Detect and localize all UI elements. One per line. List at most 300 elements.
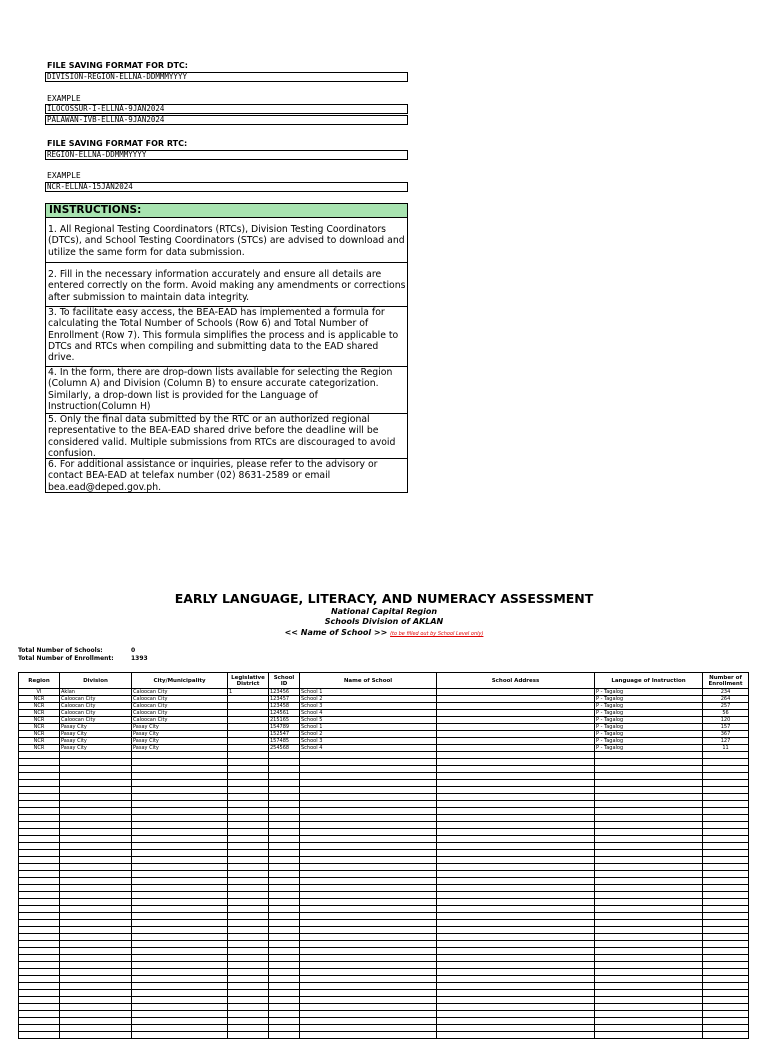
empty-table-cell[interactable] (228, 878, 269, 885)
table-cell[interactable]: 56 (703, 710, 749, 717)
empty-table-cell[interactable] (269, 801, 300, 808)
empty-table-cell[interactable] (19, 941, 60, 948)
empty-table-cell[interactable] (228, 871, 269, 878)
empty-table-cell[interactable] (60, 990, 132, 997)
empty-table-cell[interactable] (437, 976, 595, 983)
empty-table-cell[interactable] (300, 990, 437, 997)
empty-table-cell[interactable] (132, 920, 228, 927)
empty-table-cell[interactable] (703, 850, 749, 857)
empty-table-cell[interactable] (228, 759, 269, 766)
empty-table-cell[interactable] (437, 808, 595, 815)
empty-table-cell[interactable] (595, 794, 703, 801)
empty-table-cell[interactable] (228, 780, 269, 787)
empty-table-cell[interactable] (60, 1004, 132, 1011)
table-cell[interactable]: School 1 (300, 724, 437, 731)
table-cell[interactable]: 154789 (269, 724, 300, 731)
table-cell[interactable]: 1 (228, 689, 269, 696)
empty-table-cell[interactable] (60, 766, 132, 773)
empty-table-cell[interactable] (269, 822, 300, 829)
empty-table-cell[interactable] (19, 997, 60, 1004)
empty-table-cell[interactable] (19, 1018, 60, 1025)
empty-table-cell[interactable] (437, 990, 595, 997)
empty-table-cell[interactable] (132, 906, 228, 913)
empty-table-cell[interactable] (703, 843, 749, 850)
empty-table-cell[interactable] (19, 955, 60, 962)
empty-table-cell[interactable] (60, 934, 132, 941)
table-cell[interactable]: School 2 (300, 696, 437, 703)
empty-table-cell[interactable] (437, 1011, 595, 1018)
table-cell[interactable]: 157485 (269, 738, 300, 745)
empty-table-cell[interactable] (228, 766, 269, 773)
empty-table-cell[interactable] (703, 941, 749, 948)
empty-table-cell[interactable] (269, 962, 300, 969)
empty-table-cell[interactable] (60, 948, 132, 955)
empty-table-cell[interactable] (437, 899, 595, 906)
empty-table-cell[interactable] (228, 927, 269, 934)
empty-table-cell[interactable] (132, 829, 228, 836)
empty-table-cell[interactable] (300, 864, 437, 871)
empty-table-cell[interactable] (19, 934, 60, 941)
empty-table-cell[interactable] (703, 997, 749, 1004)
empty-table-cell[interactable] (132, 871, 228, 878)
empty-table-cell[interactable] (703, 1032, 749, 1039)
empty-table-cell[interactable] (60, 794, 132, 801)
empty-table-cell[interactable] (269, 808, 300, 815)
empty-table-cell[interactable] (703, 976, 749, 983)
empty-table-cell[interactable] (703, 1011, 749, 1018)
empty-table-cell[interactable] (703, 801, 749, 808)
empty-table-cell[interactable] (300, 1018, 437, 1025)
empty-table-cell[interactable] (228, 885, 269, 892)
empty-table-cell[interactable] (19, 990, 60, 997)
empty-table-cell[interactable] (437, 780, 595, 787)
table-cell[interactable]: P - Tagalog (595, 731, 703, 738)
empty-table-cell[interactable] (269, 780, 300, 787)
empty-table-cell[interactable] (300, 913, 437, 920)
empty-table-cell[interactable] (269, 892, 300, 899)
empty-table-cell[interactable] (269, 990, 300, 997)
table-cell[interactable]: 120 (703, 717, 749, 724)
empty-table-cell[interactable] (437, 850, 595, 857)
empty-table-cell[interactable] (60, 773, 132, 780)
dtc-example-2[interactable]: PALAWAN-IVB-ELLNA-9JAN2024 (45, 115, 408, 125)
empty-table-cell[interactable] (703, 948, 749, 955)
empty-table-cell[interactable] (228, 822, 269, 829)
empty-table-cell[interactable] (595, 787, 703, 794)
table-cell[interactable]: Pasay City (132, 724, 228, 731)
empty-table-cell[interactable] (60, 1025, 132, 1032)
empty-table-cell[interactable] (300, 857, 437, 864)
empty-table-cell[interactable] (300, 1025, 437, 1032)
empty-table-cell[interactable] (19, 899, 60, 906)
empty-table-cell[interactable] (269, 857, 300, 864)
empty-table-cell[interactable] (19, 871, 60, 878)
empty-table-cell[interactable] (60, 871, 132, 878)
empty-table-cell[interactable] (269, 878, 300, 885)
empty-table-cell[interactable] (300, 1011, 437, 1018)
empty-table-cell[interactable] (595, 941, 703, 948)
empty-table-cell[interactable] (703, 773, 749, 780)
empty-table-cell[interactable] (228, 1004, 269, 1011)
empty-table-cell[interactable] (269, 794, 300, 801)
empty-table-cell[interactable] (595, 948, 703, 955)
empty-table-cell[interactable] (595, 920, 703, 927)
table-cell[interactable]: 123458 (269, 703, 300, 710)
empty-table-cell[interactable] (132, 843, 228, 850)
empty-table-cell[interactable] (60, 927, 132, 934)
table-cell[interactable] (437, 689, 595, 696)
table-cell[interactable] (228, 717, 269, 724)
table-cell[interactable]: NCR (19, 696, 60, 703)
empty-table-cell[interactable] (132, 899, 228, 906)
empty-table-cell[interactable] (595, 962, 703, 969)
empty-table-cell[interactable] (132, 808, 228, 815)
table-cell[interactable]: NCR (19, 745, 60, 752)
empty-table-cell[interactable] (132, 836, 228, 843)
empty-table-cell[interactable] (437, 983, 595, 990)
empty-table-cell[interactable] (595, 857, 703, 864)
empty-table-cell[interactable] (703, 955, 749, 962)
empty-table-cell[interactable] (132, 787, 228, 794)
empty-table-cell[interactable] (437, 927, 595, 934)
table-cell[interactable]: P - Tagalog (595, 703, 703, 710)
empty-table-cell[interactable] (703, 766, 749, 773)
empty-table-cell[interactable] (228, 990, 269, 997)
empty-table-cell[interactable] (437, 794, 595, 801)
empty-table-cell[interactable] (269, 913, 300, 920)
empty-table-cell[interactable] (269, 752, 300, 759)
empty-table-cell[interactable] (595, 990, 703, 997)
empty-table-cell[interactable] (60, 843, 132, 850)
empty-table-cell[interactable] (228, 794, 269, 801)
empty-table-cell[interactable] (595, 906, 703, 913)
table-cell[interactable]: School 1 (300, 689, 437, 696)
table-cell[interactable]: 124561 (269, 710, 300, 717)
empty-table-cell[interactable] (300, 878, 437, 885)
empty-table-cell[interactable] (60, 983, 132, 990)
table-cell[interactable]: 215165 (269, 717, 300, 724)
empty-table-cell[interactable] (703, 864, 749, 871)
empty-table-cell[interactable] (19, 843, 60, 850)
empty-table-cell[interactable] (437, 1032, 595, 1039)
table-cell[interactable]: 234 (703, 689, 749, 696)
dtc-format-value[interactable]: DIVISION-REGION-ELLNA-DDMMMYYYY (45, 72, 408, 82)
empty-table-cell[interactable] (269, 885, 300, 892)
table-cell[interactable] (437, 717, 595, 724)
table-cell[interactable] (228, 745, 269, 752)
empty-table-cell[interactable] (269, 920, 300, 927)
table-cell[interactable]: Pasay City (60, 731, 132, 738)
table-cell[interactable] (437, 710, 595, 717)
dtc-example-1[interactable]: ILOCOSSUR-I-ELLNA-9JAN2024 (45, 104, 408, 114)
empty-table-cell[interactable] (703, 857, 749, 864)
empty-table-cell[interactable] (595, 871, 703, 878)
empty-table-cell[interactable] (300, 780, 437, 787)
table-cell[interactable]: Caloocan City (60, 710, 132, 717)
empty-table-cell[interactable] (60, 780, 132, 787)
table-cell[interactable]: P - Tagalog (595, 710, 703, 717)
empty-table-cell[interactable] (132, 801, 228, 808)
empty-table-cell[interactable] (60, 962, 132, 969)
empty-table-cell[interactable] (19, 815, 60, 822)
empty-table-cell[interactable] (132, 948, 228, 955)
empty-table-cell[interactable] (703, 1025, 749, 1032)
empty-table-cell[interactable] (60, 808, 132, 815)
empty-table-cell[interactable] (228, 857, 269, 864)
empty-table-cell[interactable] (228, 815, 269, 822)
empty-table-cell[interactable] (437, 1025, 595, 1032)
empty-table-cell[interactable] (60, 899, 132, 906)
empty-table-cell[interactable] (703, 752, 749, 759)
empty-table-cell[interactable] (437, 920, 595, 927)
empty-table-cell[interactable] (269, 969, 300, 976)
empty-table-cell[interactable] (132, 1004, 228, 1011)
table-cell[interactable] (437, 745, 595, 752)
empty-table-cell[interactable] (437, 829, 595, 836)
empty-table-cell[interactable] (132, 752, 228, 759)
empty-table-cell[interactable] (132, 1032, 228, 1039)
empty-table-cell[interactable] (228, 787, 269, 794)
table-cell[interactable]: 123457 (269, 696, 300, 703)
empty-table-cell[interactable] (595, 864, 703, 871)
empty-table-cell[interactable] (595, 976, 703, 983)
empty-table-cell[interactable] (300, 822, 437, 829)
empty-table-cell[interactable] (60, 878, 132, 885)
empty-table-cell[interactable] (703, 983, 749, 990)
empty-table-cell[interactable] (19, 780, 60, 787)
empty-table-cell[interactable] (60, 752, 132, 759)
empty-table-cell[interactable] (60, 941, 132, 948)
table-cell[interactable]: 157 (703, 724, 749, 731)
table-cell[interactable] (228, 696, 269, 703)
table-cell[interactable]: Pasay City (60, 745, 132, 752)
empty-table-cell[interactable] (269, 1018, 300, 1025)
empty-table-cell[interactable] (269, 948, 300, 955)
empty-table-cell[interactable] (132, 850, 228, 857)
empty-table-cell[interactable] (437, 815, 595, 822)
empty-table-cell[interactable] (269, 955, 300, 962)
empty-table-cell[interactable] (228, 934, 269, 941)
table-cell[interactable] (437, 696, 595, 703)
empty-table-cell[interactable] (19, 766, 60, 773)
table-cell[interactable]: School 3 (300, 703, 437, 710)
empty-table-cell[interactable] (269, 906, 300, 913)
empty-table-cell[interactable] (703, 962, 749, 969)
empty-table-cell[interactable] (437, 997, 595, 1004)
empty-table-cell[interactable] (132, 1018, 228, 1025)
empty-table-cell[interactable] (300, 808, 437, 815)
empty-table-cell[interactable] (300, 801, 437, 808)
empty-table-cell[interactable] (60, 1032, 132, 1039)
empty-table-cell[interactable] (300, 948, 437, 955)
empty-table-cell[interactable] (300, 836, 437, 843)
table-cell[interactable]: School 3 (300, 738, 437, 745)
empty-table-cell[interactable] (269, 927, 300, 934)
table-cell[interactable]: VI (19, 689, 60, 696)
table-cell[interactable]: Caloocan City (132, 696, 228, 703)
empty-table-cell[interactable] (595, 899, 703, 906)
empty-table-cell[interactable] (60, 822, 132, 829)
table-cell[interactable] (437, 703, 595, 710)
empty-table-cell[interactable] (703, 892, 749, 899)
empty-table-cell[interactable] (703, 1018, 749, 1025)
table-cell[interactable]: School 4 (300, 745, 437, 752)
empty-table-cell[interactable] (703, 808, 749, 815)
empty-table-cell[interactable] (300, 766, 437, 773)
empty-table-cell[interactable] (228, 836, 269, 843)
empty-table-cell[interactable] (132, 815, 228, 822)
empty-table-cell[interactable] (437, 871, 595, 878)
empty-table-cell[interactable] (703, 787, 749, 794)
empty-table-cell[interactable] (60, 997, 132, 1004)
empty-table-cell[interactable] (269, 983, 300, 990)
empty-table-cell[interactable] (437, 878, 595, 885)
empty-table-cell[interactable] (437, 766, 595, 773)
empty-table-cell[interactable] (228, 773, 269, 780)
empty-table-cell[interactable] (228, 941, 269, 948)
empty-table-cell[interactable] (437, 1004, 595, 1011)
empty-table-cell[interactable] (60, 906, 132, 913)
empty-table-cell[interactable] (437, 962, 595, 969)
empty-table-cell[interactable] (132, 857, 228, 864)
rtc-example[interactable]: NCR-ELLNA-15JAN2024 (45, 182, 408, 192)
empty-table-cell[interactable] (132, 759, 228, 766)
empty-table-cell[interactable] (595, 808, 703, 815)
empty-table-cell[interactable] (228, 962, 269, 969)
empty-table-cell[interactable] (19, 885, 60, 892)
empty-table-cell[interactable] (19, 850, 60, 857)
empty-table-cell[interactable] (437, 885, 595, 892)
empty-table-cell[interactable] (19, 752, 60, 759)
empty-table-cell[interactable] (228, 976, 269, 983)
empty-table-cell[interactable] (703, 927, 749, 934)
empty-table-cell[interactable] (300, 983, 437, 990)
empty-table-cell[interactable] (19, 948, 60, 955)
empty-table-cell[interactable] (19, 822, 60, 829)
empty-table-cell[interactable] (60, 857, 132, 864)
empty-table-cell[interactable] (19, 969, 60, 976)
table-cell[interactable]: 254568 (269, 745, 300, 752)
empty-table-cell[interactable] (300, 899, 437, 906)
empty-table-cell[interactable] (300, 759, 437, 766)
table-cell[interactable]: 11 (703, 745, 749, 752)
empty-table-cell[interactable] (703, 885, 749, 892)
table-cell[interactable]: NCR (19, 717, 60, 724)
empty-table-cell[interactable] (437, 787, 595, 794)
table-cell[interactable]: P - Tagalog (595, 738, 703, 745)
empty-table-cell[interactable] (595, 1004, 703, 1011)
empty-table-cell[interactable] (228, 850, 269, 857)
empty-table-cell[interactable] (595, 934, 703, 941)
empty-table-cell[interactable] (19, 836, 60, 843)
empty-table-cell[interactable] (437, 948, 595, 955)
empty-table-cell[interactable] (132, 941, 228, 948)
empty-table-cell[interactable] (703, 794, 749, 801)
empty-table-cell[interactable] (19, 920, 60, 927)
empty-table-cell[interactable] (300, 871, 437, 878)
table-cell[interactable]: 152547 (269, 731, 300, 738)
empty-table-cell[interactable] (269, 997, 300, 1004)
table-cell[interactable] (437, 724, 595, 731)
empty-table-cell[interactable] (132, 955, 228, 962)
empty-table-cell[interactable] (19, 808, 60, 815)
empty-table-cell[interactable] (703, 871, 749, 878)
empty-table-cell[interactable] (437, 822, 595, 829)
empty-table-cell[interactable] (228, 906, 269, 913)
empty-table-cell[interactable] (228, 899, 269, 906)
empty-table-cell[interactable] (60, 864, 132, 871)
empty-table-cell[interactable] (60, 976, 132, 983)
empty-table-cell[interactable] (595, 983, 703, 990)
empty-table-cell[interactable] (595, 913, 703, 920)
empty-table-cell[interactable] (703, 829, 749, 836)
empty-table-cell[interactable] (132, 794, 228, 801)
empty-table-cell[interactable] (595, 927, 703, 934)
empty-table-cell[interactable] (437, 955, 595, 962)
empty-table-cell[interactable] (595, 766, 703, 773)
empty-table-cell[interactable] (60, 969, 132, 976)
empty-table-cell[interactable] (300, 969, 437, 976)
empty-table-cell[interactable] (19, 864, 60, 871)
table-cell[interactable]: Pasay City (60, 724, 132, 731)
table-cell[interactable]: NCR (19, 738, 60, 745)
empty-table-cell[interactable] (703, 780, 749, 787)
empty-table-cell[interactable] (60, 850, 132, 857)
empty-table-cell[interactable] (269, 850, 300, 857)
empty-table-cell[interactable] (228, 948, 269, 955)
empty-table-cell[interactable] (132, 913, 228, 920)
empty-table-cell[interactable] (300, 955, 437, 962)
empty-table-cell[interactable] (228, 843, 269, 850)
empty-table-cell[interactable] (595, 878, 703, 885)
empty-table-cell[interactable] (595, 892, 703, 899)
table-cell[interactable]: NCR (19, 724, 60, 731)
table-cell[interactable] (437, 738, 595, 745)
empty-table-cell[interactable] (437, 906, 595, 913)
table-cell[interactable]: P - Tagalog (595, 724, 703, 731)
empty-table-cell[interactable] (269, 829, 300, 836)
empty-table-cell[interactable] (703, 815, 749, 822)
table-cell[interactable]: Caloocan City (132, 703, 228, 710)
empty-table-cell[interactable] (595, 815, 703, 822)
empty-table-cell[interactable] (228, 997, 269, 1004)
empty-table-cell[interactable] (437, 773, 595, 780)
empty-table-cell[interactable] (228, 983, 269, 990)
empty-table-cell[interactable] (437, 941, 595, 948)
empty-table-cell[interactable] (269, 836, 300, 843)
empty-table-cell[interactable] (60, 955, 132, 962)
empty-table-cell[interactable] (132, 962, 228, 969)
empty-table-cell[interactable] (132, 934, 228, 941)
empty-table-cell[interactable] (132, 878, 228, 885)
empty-table-cell[interactable] (19, 759, 60, 766)
empty-table-cell[interactable] (19, 983, 60, 990)
empty-table-cell[interactable] (300, 1032, 437, 1039)
empty-table-cell[interactable] (228, 808, 269, 815)
table-cell[interactable]: 123456 (269, 689, 300, 696)
table-cell[interactable]: School 5 (300, 717, 437, 724)
empty-table-cell[interactable] (19, 794, 60, 801)
empty-table-cell[interactable] (60, 836, 132, 843)
table-cell[interactable]: NCR (19, 731, 60, 738)
empty-table-cell[interactable] (703, 913, 749, 920)
empty-table-cell[interactable] (132, 990, 228, 997)
empty-table-cell[interactable] (595, 955, 703, 962)
empty-table-cell[interactable] (132, 773, 228, 780)
empty-table-cell[interactable] (703, 836, 749, 843)
empty-table-cell[interactable] (269, 787, 300, 794)
empty-table-cell[interactable] (437, 1018, 595, 1025)
